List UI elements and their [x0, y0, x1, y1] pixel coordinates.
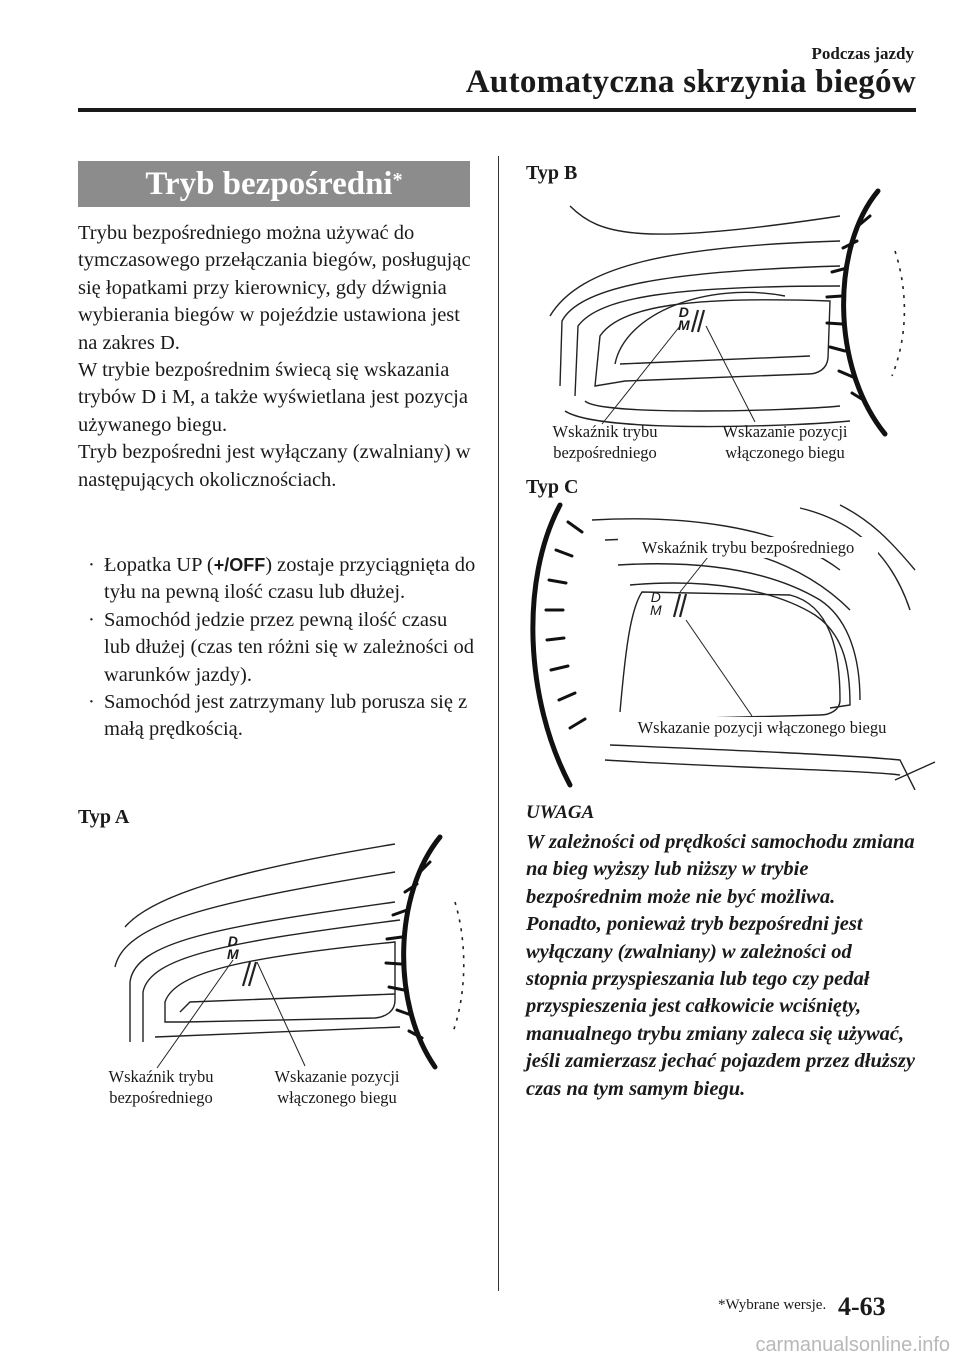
- figure-a-label-right: [256, 1066, 418, 1108]
- up-paddle-key: +/OFF: [213, 555, 266, 575]
- figure-b-label-left: [530, 421, 680, 463]
- figure-b: [540, 186, 920, 446]
- footnote: *Wybrane wersje.: [718, 1297, 827, 1313]
- figure-b-title: Typ B: [526, 162, 578, 184]
- header-rule: [78, 108, 916, 112]
- note-title: UWAGA: [526, 802, 595, 823]
- figure-a-label-left: [86, 1066, 236, 1108]
- bullet-1-post: ) zostaje przyciągnięta do tyłu na pewną ilość czasu lub dłużej.: [104, 554, 476, 604]
- figure-c-label-top: Wskaźnik trybu bezpośredniego: [618, 537, 878, 558]
- bullet-3: Samochód jest zatrzymany lub porusza się z małą prędkością.: [104, 691, 468, 741]
- section-title: [78, 161, 470, 207]
- bullet-dot: ·: [88, 554, 95, 576]
- figure-a-title: Typ A: [78, 806, 130, 828]
- label-line: bezpośredniego: [553, 443, 657, 462]
- paragraph-2: W trybie bezpośrednim świecą się wskazania trybów D i M, a także wyświetlana jest pozycja używanego biegu.: [78, 359, 468, 436]
- body-text: [78, 220, 478, 494]
- header-section: Podczas jazdy: [811, 44, 914, 63]
- list-item: [88, 689, 478, 744]
- list-item: [88, 552, 478, 607]
- label-line: Wskaźnik trybu: [552, 422, 658, 441]
- list-item: [88, 607, 478, 689]
- bullet-1-pre: Łopatka UP (: [104, 554, 214, 576]
- figure-b-indicator: [678, 306, 690, 332]
- label-line: bezpośredniego: [109, 1088, 213, 1107]
- label-line: Wskazanie pozycji: [274, 1067, 400, 1086]
- page-number: 4-63: [838, 1292, 886, 1321]
- figure-c-title: Typ C: [526, 476, 579, 498]
- figure-c-indicator: [650, 591, 662, 617]
- indicator-m: M: [678, 317, 690, 333]
- label-line: Wskaźnik trybu: [108, 1067, 214, 1086]
- bullet-list: [88, 552, 478, 744]
- figure-b-label-right: [704, 421, 866, 463]
- indicator-d: D: [678, 304, 689, 320]
- bullet-dot: ·: [88, 691, 95, 714]
- bullet-2: Samochód jedzie przez pewną ilość czasu lub dłużej (czas ten różni się w zależności od warunków jazdy).: [104, 608, 474, 686]
- paragraph-1: Trybu bezpośredniego można używać do tymczasowego przełączania biegów, posługując się łopatkami przy kierownicy, gdy dźwignia wybierania biegów w pojeździe ustawiona jest na zakres D.: [78, 222, 471, 354]
- figure-b-drawing: [540, 186, 920, 446]
- indicator-d: D: [227, 933, 238, 949]
- indicator-m: M: [227, 946, 239, 962]
- watermark: carmanualsonline.info: [755, 1334, 950, 1356]
- indicator-d: D: [650, 589, 661, 605]
- figure-a-indicator: [227, 935, 239, 961]
- section-title-mark: *: [392, 168, 403, 191]
- indicator-m: M: [650, 602, 662, 618]
- bullet-dot: ·: [88, 608, 95, 631]
- label-line: włączonego biegu: [277, 1088, 397, 1107]
- label-line: włączonego biegu: [725, 443, 845, 462]
- header-chapter: Automatyczna skrzynia biegów: [465, 64, 916, 100]
- section-title-text: Tryb bezpośredni: [145, 165, 393, 202]
- figure-c-label-bottom: Wskazanie pozycji włączonego biegu: [612, 717, 912, 738]
- paragraph-3: Tryb bezpośredni jest wyłączany (zwalniany) w następujących okolicznościach.: [78, 441, 471, 491]
- column-divider: [498, 156, 499, 1291]
- note-text: W zależności od prędkości samochodu zmiana na bieg wyższy lub niższy w trybie bezpośrednim może nie być możliwa. Ponadto, ponieważ tryb bezpośredni jest wyłączany (zwalniany) w zależności od stopnia przyspieszania lub tego czy pedał przyspieszenia jest całkowicie wciśnięty, manualnego trybu zmiany zaleca się używać, jeśli zamierzasz jechać pojazdem przez dłuższy czas na tym samym biegu.: [526, 831, 915, 1100]
- label-line: Wskazanie pozycji: [722, 422, 848, 441]
